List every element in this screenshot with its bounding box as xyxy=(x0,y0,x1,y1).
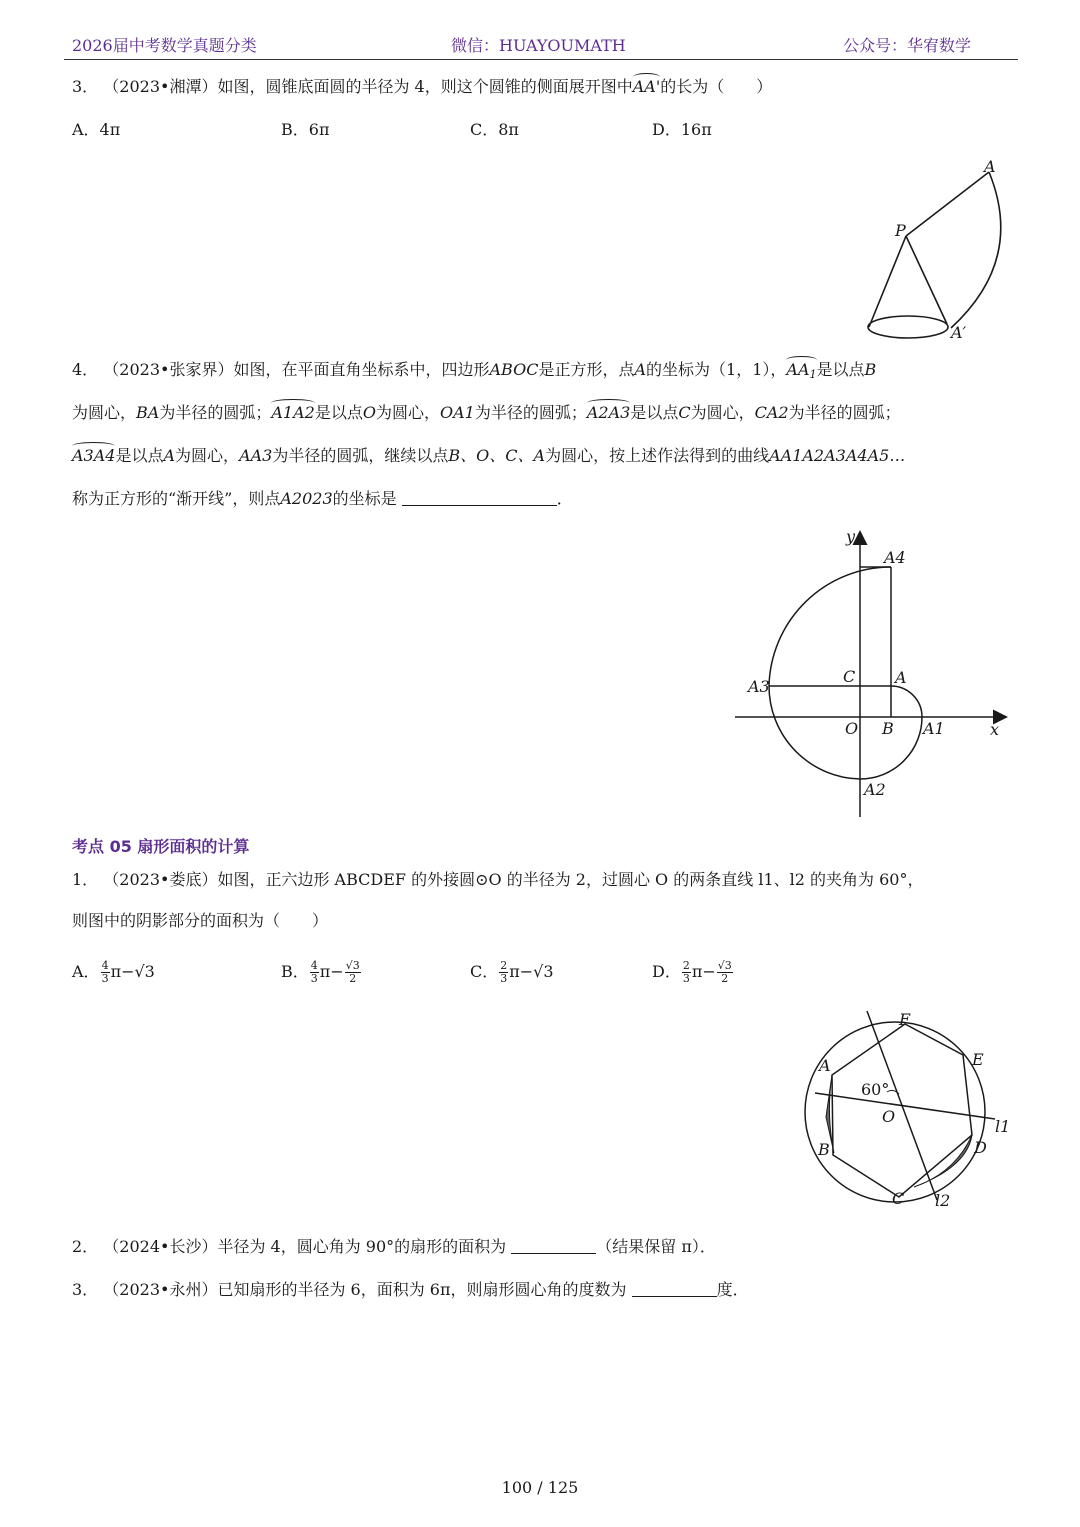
hex-label-o: O xyxy=(882,1107,896,1126)
s1-line-2: 则图中的阴影部分的面积为（ ） xyxy=(72,911,329,930)
q3-text-a: 如图，圆锥底面圆的半径为 4，则这个圆锥的侧面展开图中 xyxy=(217,77,633,96)
s2-source: （2024•长沙） xyxy=(103,1237,218,1256)
hex-label-d: D xyxy=(974,1138,987,1157)
q3-number: 3． xyxy=(72,77,99,96)
q3-source: （2023•湘潭） xyxy=(103,77,218,96)
section-title: 考点 05 扇形面积的计算 xyxy=(72,837,250,856)
s1-number: 1． xyxy=(72,870,99,889)
q4-arc-a2a3: A2A3 xyxy=(586,403,631,422)
q4-line-2: 为圆心，BA为半径的圆弧；A1A2是以点O为圆心，OA1为半径的圆弧；A2A3是以点C为圆心，CA2为半径的圆弧； xyxy=(72,403,901,422)
q4-text: 如图，在平面直角坐标系中，四边形 xyxy=(233,360,490,379)
label-o: O xyxy=(845,719,859,738)
cone-right-edge xyxy=(906,236,947,324)
label-a4: A4 xyxy=(884,548,906,567)
q4-text: 是正方形，点 xyxy=(538,360,635,379)
s2-number: 2． xyxy=(72,1237,99,1256)
square-abco xyxy=(860,686,891,717)
s3-text: 已知扇形的半径为 6，面积为 6π，则扇形圆心角的度数为 xyxy=(217,1280,627,1299)
s1-text: 如图，正六边形 ABCDEF 的外接圆⊙O 的半径为 2，过圆心 O 的两条直线 l1、l2 的夹角为 60°， xyxy=(217,870,924,889)
hex-label-a: A xyxy=(819,1056,831,1075)
q3-option-a: A．4π xyxy=(72,120,121,139)
q3-option-b: B．6π xyxy=(281,120,330,139)
s2-answer-blank[interactable] xyxy=(511,1239,596,1254)
header-divider xyxy=(64,59,1018,60)
q4-arc-a1a2: A1A2 xyxy=(271,403,315,422)
header-left: 2026届中考数学真题分类 xyxy=(72,36,257,55)
s1-option-d: D． $\frac{2}{3}$ π− $\frac{√3}{2}$ xyxy=(652,959,732,985)
q4-number: 4． xyxy=(72,360,99,379)
header-center: 微信：HUAYOUMATH xyxy=(451,36,626,55)
involute-figure xyxy=(730,525,1020,825)
label-b: B xyxy=(882,719,894,738)
q4-line-3: A3A4是以点A为圆心，AA3为半径的圆弧，继续以点B、O、C、A为圆心，按上述作法得到的曲线AA1A2A3A4A5… xyxy=(72,446,906,465)
arc-a3-a4 xyxy=(769,567,891,686)
label-a2: A2 xyxy=(864,780,886,799)
q3-arc: AA' xyxy=(632,77,661,96)
label-a1: A1 xyxy=(923,719,945,738)
s2-text: 半径为 4，圆心角为 90°的扇形的面积为 xyxy=(217,1237,507,1256)
s1-option-c: C． $\frac{2}{3}$ π−√3 xyxy=(470,959,554,985)
cone-slant-edge xyxy=(906,172,989,236)
q4-answer-blank[interactable] xyxy=(402,491,557,506)
cone-base xyxy=(868,316,948,338)
cone-figure xyxy=(860,150,1020,350)
q4-source: （2023•张家界） xyxy=(103,360,234,379)
cone-label-p: P xyxy=(895,221,906,240)
hex-label-angle: 60° xyxy=(861,1080,890,1099)
hex-label-l1: l1 xyxy=(995,1117,1011,1136)
q4-point: A xyxy=(634,360,647,379)
hex-label-c: C xyxy=(892,1189,905,1208)
page-number: 100 / 125 xyxy=(501,1478,579,1497)
line-l2 xyxy=(867,1011,937,1200)
s1-source: （2023•娄底） xyxy=(103,870,218,889)
s2-line xyxy=(72,1237,716,1257)
hex-label-f: F xyxy=(899,1010,911,1029)
q4-point: B xyxy=(864,360,877,379)
s2-tail: （结果保留 π）． xyxy=(596,1237,716,1256)
label-x: x xyxy=(990,720,1000,739)
header-right: 公众号：华宥数学 xyxy=(843,36,972,55)
q3-option-c: C．8π xyxy=(470,120,519,139)
q3-stem xyxy=(72,77,772,97)
label-c: C xyxy=(843,667,856,686)
s1-line-1 xyxy=(72,870,923,890)
q4-line-4: 称为正方形的“渐开线”，则点A2023的坐标是 ． xyxy=(72,489,573,508)
q4-shape: ABOC xyxy=(489,360,539,379)
label-y: y xyxy=(846,527,856,546)
hex-label-e: E xyxy=(972,1050,984,1069)
arc-a-a1 xyxy=(891,686,922,717)
s1-option-a: A． $\frac{4}{3}$ π−√3 xyxy=(72,959,155,985)
hex-label-b: B xyxy=(818,1140,830,1159)
cone-label-a: A xyxy=(984,157,996,176)
s3-source: （2023•永州） xyxy=(103,1280,218,1299)
q3-text-b: 的长为（ ） xyxy=(660,77,773,96)
q4-line-1 xyxy=(72,360,876,385)
q4-text: 是以点 xyxy=(816,360,865,379)
cone-label-a-prime: A′ xyxy=(951,323,967,342)
q4-arc-a3a4: A3A4 xyxy=(72,446,116,465)
q3-option-d: D．16π xyxy=(652,120,712,139)
q4-text: 的坐标为（1，1）， xyxy=(646,360,787,379)
s3-number: 3． xyxy=(72,1280,99,1299)
s3-line xyxy=(72,1280,749,1300)
q4-arc-aa1: $AA_1$ xyxy=(786,360,816,385)
s1-option-b: B． $\frac{4}{3}$ π− $\frac{√3}{2}$ xyxy=(281,959,360,985)
s3-answer-blank[interactable] xyxy=(632,1282,717,1297)
label-a3: A3 xyxy=(748,677,770,696)
hex-label-l2: l2 xyxy=(935,1191,951,1210)
hexagon xyxy=(832,1024,972,1197)
label-a: A xyxy=(895,668,907,687)
s3-tail: 度． xyxy=(716,1280,749,1299)
cone-left-edge xyxy=(869,236,906,327)
hexagon-figure xyxy=(815,1005,1015,1210)
